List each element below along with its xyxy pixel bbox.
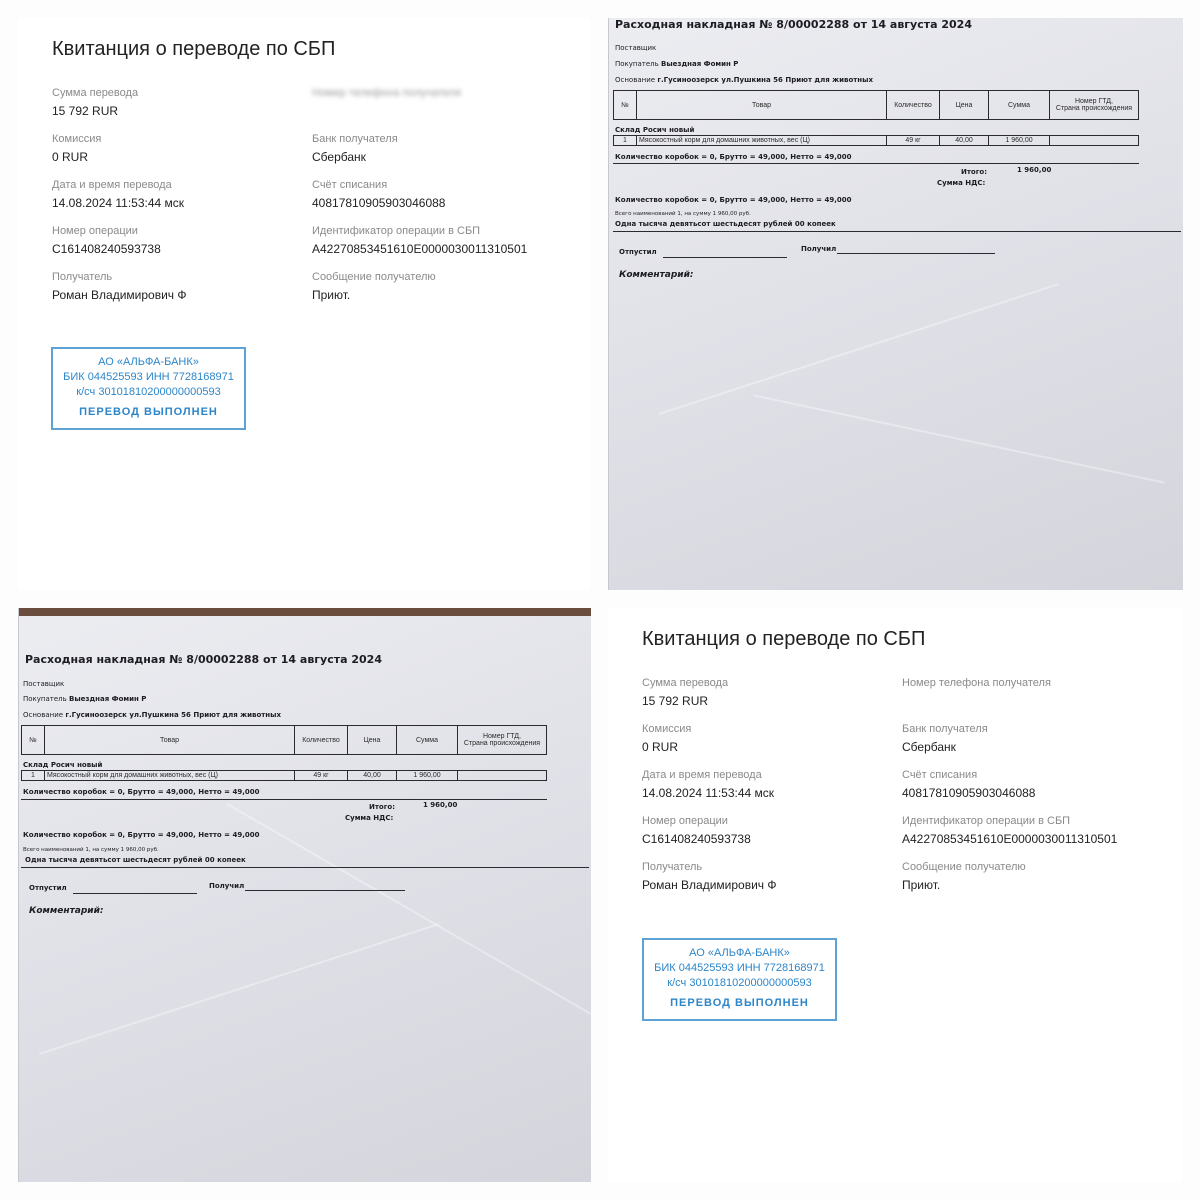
- field-message: [312, 270, 436, 303]
- field-value: 14.08.2024 11:53:44 мск: [52, 196, 185, 210]
- total-label: Итого:: [961, 168, 987, 176]
- vat-label: Сумма НДС:: [345, 814, 394, 822]
- col-gtd: Номер ГТД,: [482, 733, 521, 740]
- table-row: [22, 771, 547, 781]
- waybill-item-table: [613, 135, 1139, 146]
- row-qty: [295, 771, 348, 781]
- field-label: Банк получателя: [902, 723, 988, 735]
- divider: [21, 867, 589, 868]
- field-label: Сообщение получателю: [902, 861, 1026, 873]
- field-value: 40817810905903046088: [902, 786, 1036, 800]
- row-price: 40,00: [348, 771, 397, 781]
- field-value: Роман Владимирович Ф: [52, 288, 187, 302]
- stamp-bank-name: АО «АЛЬФА-БАНК»: [98, 356, 199, 368]
- buyer-line: [615, 60, 738, 68]
- col-gtd-country: [1050, 91, 1139, 120]
- waybill-photo-bottom-left: [18, 608, 591, 1182]
- bank-stamp: [51, 347, 246, 430]
- field-amount: [642, 676, 728, 709]
- field-value: C161408240593738: [642, 832, 751, 846]
- basis-value: г.Гусиноозерск ул.Пушкина 56 Приют для животных: [657, 76, 873, 84]
- row-qty-value: 49: [313, 772, 322, 779]
- supplier-label: Поставщик: [23, 680, 65, 688]
- field-label: Номер операции: [642, 815, 728, 827]
- col-sum: Сумма: [397, 726, 458, 755]
- stamp-bik-inn: БИК 044525593 ИНН 7728168971: [654, 962, 825, 974]
- divider: [613, 231, 1181, 232]
- field-phone: [902, 676, 1051, 690]
- field-datetime: [642, 768, 774, 801]
- row-price: 40,00: [940, 136, 989, 146]
- row-product: Мясокостный корм для домашних животных, вес (Ц): [637, 136, 887, 146]
- row-sum: 1 960,00: [989, 136, 1050, 146]
- boxes-line-2: Количество коробок = 0, Брутто = 49,000, Нетто = 49,000: [23, 831, 260, 839]
- field-value: C161408240593738: [52, 242, 161, 256]
- comment-label: Комментарий:: [619, 270, 694, 280]
- waybill-title: Расходная накладная № 8/00002288 от 14 августа 2024: [25, 653, 382, 666]
- amount-words: Одна тысяча девятьсот шестьдесят рублей 00 копеек: [25, 856, 246, 864]
- field-label: Идентификатор операции в СБП: [312, 225, 481, 237]
- field-label: Идентификатор операции в СБП: [902, 815, 1071, 827]
- buyer-value: Выездная Фомин Р: [69, 695, 147, 703]
- field-label: Банк получателя: [312, 133, 398, 145]
- field-value: Роман Владимирович Ф: [642, 878, 777, 892]
- field-value: A42270853451610E0000030011310501: [902, 832, 1118, 846]
- table-header-row: [22, 726, 547, 755]
- col-gtd: Номер ГТД,: [1074, 98, 1113, 105]
- col-country: Страна происхождения: [463, 740, 541, 747]
- field-value: 0 RUR: [52, 150, 89, 164]
- col-product: Товар: [637, 91, 887, 120]
- row-unit: кг: [915, 137, 921, 144]
- col-country: Страна происхождения: [1055, 105, 1133, 112]
- field-value: 0 RUR: [642, 740, 679, 754]
- basis-line: [615, 76, 873, 84]
- receipt-bottom-right: [608, 608, 1182, 1182]
- field-label: Счёт списания: [312, 179, 388, 191]
- divider: [21, 799, 547, 800]
- field-commission: [52, 132, 101, 165]
- field-label: Номер телефона получателя: [312, 87, 461, 99]
- field-phone: [312, 86, 461, 100]
- boxes-line-2: Количество коробок = 0, Брутто = 49,000, Нетто = 49,000: [615, 196, 852, 204]
- divider: [613, 163, 1139, 164]
- field-value: Сбербанк: [902, 740, 956, 754]
- buyer-label: Покупатель: [23, 695, 67, 703]
- row-gtd: [458, 771, 547, 781]
- col-quantity: Количество: [887, 91, 940, 120]
- field-value: 15 792 RUR: [52, 104, 119, 118]
- row-num: 1: [22, 771, 45, 781]
- stamp-bik-inn: БИК 044525593 ИНН 7728168971: [63, 371, 234, 383]
- col-num: №: [22, 726, 45, 755]
- row-gtd: [1050, 136, 1139, 146]
- basis-line: [23, 711, 281, 719]
- field-value: 15 792 RUR: [642, 694, 709, 708]
- field-value: Приют.: [312, 288, 351, 302]
- field-commission: [642, 722, 691, 755]
- vat-label: Сумма НДС:: [937, 179, 986, 187]
- released-label: Отпустил: [29, 884, 67, 892]
- amount-words: Одна тысяча девятьсот шестьдесят рублей 00 копеек: [615, 220, 836, 228]
- bank-stamp: [642, 938, 837, 1021]
- buyer-value: Выездная Фомин Р: [661, 60, 739, 68]
- receipt-title: Квитанция о переводе по СБП: [642, 628, 926, 650]
- field-value: 14.08.2024 11:53:44 мск: [642, 786, 775, 800]
- boxes-line-1: Количество коробок = 0, Брутто = 49,000, Нетто = 49,000: [23, 788, 260, 796]
- row-sum: 1 960,00: [397, 771, 458, 781]
- supplier-label: Поставщик: [615, 44, 657, 52]
- warehouse-label: Склад Росич новый: [615, 126, 695, 134]
- field-operation-number: [52, 224, 161, 257]
- field-label: Номер телефона получателя: [902, 677, 1051, 689]
- col-gtd-country: [458, 726, 547, 755]
- table-surface: [19, 608, 591, 616]
- stamp-corr-account: к/сч 30101810200000000593: [76, 386, 221, 398]
- total-value: 1 960,00: [1017, 166, 1052, 174]
- field-bank: [902, 722, 988, 755]
- paper-crease: [659, 283, 1059, 415]
- field-label: Получатель: [52, 271, 113, 283]
- field-label: Счёт списания: [902, 769, 978, 781]
- total-label: Итого:: [369, 803, 395, 811]
- table-row: [614, 136, 1139, 146]
- paper-crease: [753, 394, 1164, 483]
- field-sbp-id: [312, 224, 527, 257]
- col-product: Товар: [45, 726, 295, 755]
- paper-crease: [39, 923, 439, 1055]
- field-operation-number: [642, 814, 751, 847]
- field-label: Номер операции: [52, 225, 138, 237]
- field-label: Сообщение получателю: [312, 271, 436, 283]
- received-label: Получил: [209, 882, 245, 890]
- stamp-corr-account: к/сч 30101810200000000593: [667, 977, 812, 989]
- received-label: Получил: [801, 245, 837, 253]
- col-quantity: Количество: [295, 726, 348, 755]
- stamp-bank-name: АО «АЛЬФА-БАНК»: [689, 947, 790, 959]
- basis-value: г.Гусиноозерск ул.Пушкина 56 Приют для животных: [65, 711, 281, 719]
- buyer-line: [23, 695, 146, 703]
- field-amount: [52, 86, 138, 119]
- waybill-photo-top-right: [608, 18, 1183, 590]
- field-label: Сумма перевода: [52, 87, 139, 99]
- row-qty-value: 49: [905, 137, 914, 144]
- field-account: [902, 768, 1035, 801]
- field-value: A42270853451610E0000030011310501: [312, 242, 528, 256]
- items-note: Всего наименований 1, на сумму 1 960,00 руб.: [615, 211, 751, 217]
- released-label: Отпустил: [619, 248, 657, 256]
- released-signature-line: [663, 257, 787, 258]
- field-label: Дата и время перевода: [642, 769, 762, 781]
- total-value: 1 960,00: [423, 801, 458, 809]
- field-label: Получатель: [642, 861, 703, 873]
- row-unit: кг: [323, 772, 329, 779]
- field-sbp-id: [902, 814, 1117, 847]
- field-recipient: [642, 860, 777, 893]
- field-message: [902, 860, 1026, 893]
- boxes-line-1: Количество коробок = 0, Брутто = 49,000, Нетто = 49,000: [615, 153, 852, 161]
- col-num: №: [614, 91, 637, 120]
- col-sum: Сумма: [989, 91, 1050, 120]
- stamp-status: ПЕРЕВОД ВЫПОЛНЕН: [670, 997, 809, 1009]
- waybill-table: [613, 90, 1139, 120]
- field-datetime: [52, 178, 184, 211]
- field-label: Комиссия: [642, 723, 692, 735]
- field-value: Сбербанк: [312, 150, 366, 164]
- items-note: Всего наименований 1, на сумму 1 960,00 руб.: [23, 847, 159, 853]
- row-num: 1: [614, 136, 637, 146]
- field-recipient: [52, 270, 187, 303]
- basis-label: Основание: [23, 711, 64, 719]
- col-price: Цена: [940, 91, 989, 120]
- waybill-item-table: [21, 770, 547, 781]
- col-price: Цена: [348, 726, 397, 755]
- comment-label: Комментарий:: [29, 906, 104, 916]
- receipt-title: Квитанция о переводе по СБП: [52, 38, 336, 60]
- stamp-status: ПЕРЕВОД ВЫПОЛНЕН: [79, 406, 218, 418]
- field-account: [312, 178, 445, 211]
- received-signature-line: [245, 890, 405, 891]
- field-value: 40817810905903046088: [312, 196, 446, 210]
- row-product: Мясокостный корм для домашних животных, вес (Ц): [45, 771, 295, 781]
- row-qty: [887, 136, 940, 146]
- field-label: Комиссия: [52, 133, 102, 145]
- waybill-title: Расходная накладная № 8/00002288 от 14 августа 2024: [615, 18, 972, 31]
- buyer-label: Покупатель: [615, 60, 659, 68]
- basis-label: Основание: [615, 76, 656, 84]
- waybill-table: [21, 725, 547, 755]
- field-bank: [312, 132, 398, 165]
- field-label: Сумма перевода: [642, 677, 729, 689]
- receipt-top-left: [18, 18, 590, 590]
- table-header-row: [614, 91, 1139, 120]
- warehouse-label: Склад Росич новый: [23, 761, 103, 769]
- received-signature-line: [837, 253, 995, 254]
- field-value: Приют.: [902, 878, 941, 892]
- paper-crease: [227, 803, 591, 1015]
- field-label: Дата и время перевода: [52, 179, 172, 191]
- released-signature-line: [73, 893, 197, 894]
